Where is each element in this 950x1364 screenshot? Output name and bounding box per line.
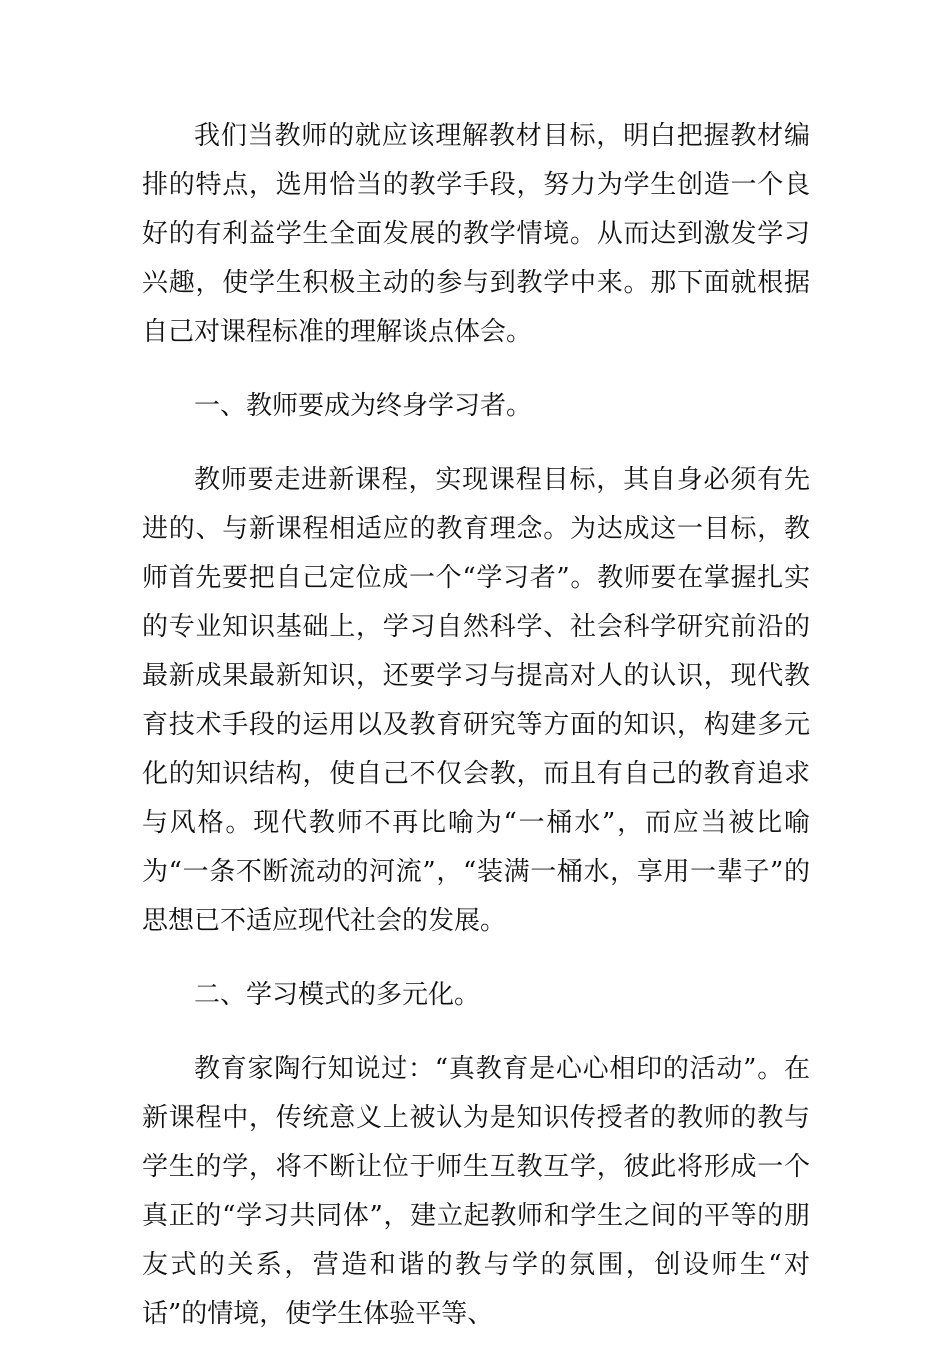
section-heading-1: 一、教师要成为终身学习者。 bbox=[194, 391, 533, 421]
section-2-paragraph: 教育家陶行知说过：“真教育是心心相印的活动”。在新课程中，传统意义上被认为是知识传授者的教师的教与学生的学，将不断让位于师生互教互学，彼此将形成一个真正的“学习共同体”，建立起教师和学生之间的平等的朋友式的关系，营造和谐的教与学的氛围，创设师生“对话”的情境，使学生体验平等、 bbox=[142, 1054, 810, 1329]
intro-paragraph: 我们当教师的就应该理解教材目标，明白把握教材编排的特点，选用恰当的教学手段，努力为学生创造一个良好的有利益学生全面发展的教学情境。从而达到激发学习兴趣，使学生积极主动的参与到教学中来。那下面就根据自己对课程标准的理解谈点体会。 bbox=[142, 121, 810, 347]
section-1-paragraph: 教师要走进新课程，实现课程目标，其自身必须有先进的、与新课程相适应的教育理念。为达成这一目标，教师首先要把自己定位成一个“学习者”。教师要在掌握扎实的专业知识基础上，学习自然科学、社会科学研究前沿的最新成果最新知识，还要学习与提高对人的认识，现代教育技术手段的运用以及教育研究等方面的知识，构建多元化的知识结构，使自己不仅会教，而且有自己的教育追求与风格。现代教师不再比喻为“一桶水”，而应当被比喻为“一条不断流动的河流”，“装满一桶水，享用一辈子”的思想已不适应现代社会的发展。 bbox=[142, 465, 810, 936]
section-heading-2: 二、学习模式的多元化。 bbox=[194, 980, 481, 1010]
document-body bbox=[142, 112, 810, 1364]
